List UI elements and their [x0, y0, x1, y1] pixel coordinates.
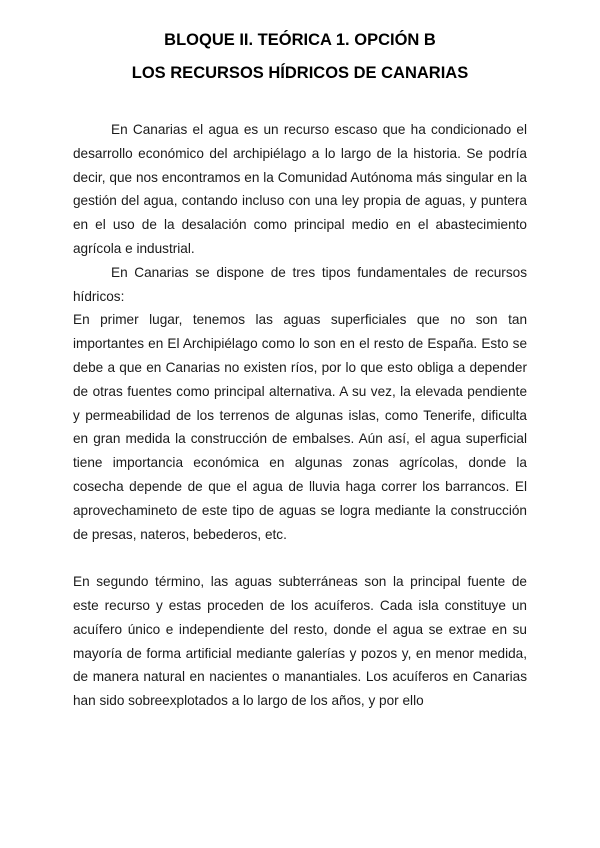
document-title-line-2: LOS RECURSOS HÍDRICOS DE CANARIAS: [131, 64, 469, 82]
document-body: [73, 118, 527, 713]
paragraph-groundwater: En segundo término, las aguas subterráneas son la principal fuente de este recurso y estas proceden de los acuíferos. Cada isla constituye un acuífero único e independiente del resto, donde el agua se extrae en su mayoría de forma artificial mediante galerías y pozos y, en menor medida, de manera natural en nacientes o manantiales. Los acuíferos en Canarias han sido sobreexplotados a lo largo de los años, y por ello: [73, 574, 527, 709]
document-title-line-1: BLOQUE II. TEÓRICA 1. OPCIÓN B: [164, 31, 436, 49]
paragraph-surface-water: En primer lugar, tenemos las aguas superficiales que no son tan importantes en El Archipiélago como lo son en el resto de España. Esto se debe a que en Canarias no existen ríos, por lo que esto obliga a depender de otras fuentes como principal alternativa. A su vez, la elevada pendiente y permeabilidad de los terrenos de algunas islas, como Tenerife, dificulta en gran medida la construcción de embalses. Aún así, el agua superficial tiene importancia económica en algunas zonas agrícolas, donde la cosecha depende de que el agua de lluvia haga correr los barrancos. El aprovechamineto de este tipo de aguas se logra mediante la construcción de presas, nateros, bebederos, etc.: [73, 312, 527, 542]
paragraph-intro: En Canarias el agua es un recurso escaso que ha condicionado el desarrollo económico del archipiélago a lo largo de la historia. Se podría decir, que nos encontramos en la Comunidad Autónoma más singular en la gestión del agua, contando incluso con una ley propia de aguas, y puntera en el uso de la desalación como principal medio en el abastecimiento agrícola e industrial.: [73, 122, 527, 256]
paragraph-types: En Canarias se dispone de tres tipos fundamentales de recursos hídricos:: [73, 264, 527, 304]
